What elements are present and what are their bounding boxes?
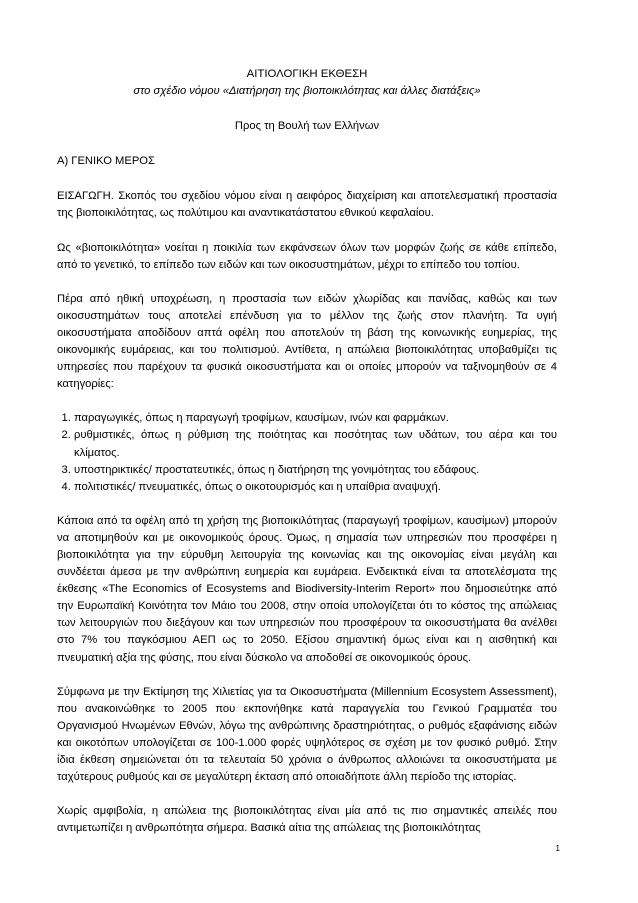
list-item: 1. παραγωγικές, όπως η παραγωγή τροφίμων, καυσίμων, ινών και φαρμάκων. [74, 410, 557, 427]
list-item: 3. υποστηρικτικές/ προστατευτικές, όπως η διατήρηση της γονιμότητας του εδάφους. [74, 462, 557, 479]
paragraph-definition: Ως «βιοποικιλότητα» νοείται η ποικιλία των εκφάνσεων όλων των μορφών ζωής σε κάθε επίπεδο, από το γενετικό, το επίπεδο των ειδών και των οικοσυστημάτων, μέχρι το επίπεδο του τοπίου. [57, 241, 557, 271]
section-heading: Α) ΓΕΝΙΚΟ ΜΕΡΟΣ [57, 155, 155, 168]
list-item: 4. πολιτιστικές/ πνευματικές, όπως ο οικοτουρισμός και η υπαίθρια αναψυχή. [74, 479, 557, 496]
addressee-line: Προς τη Βουλή των Ελλήνων [234, 120, 380, 133]
paragraph-ecosystem-services: Πέρα από ηθική υποχρέωση, η προστασία των ειδών χλωρίδας και πανίδας, καθώς και των οικοσυστημάτων τους αποτελεί επένδυση για το μέλλον της ζωής στον πλανήτη. Τα υγιή οικοσυστήματα αποδίδουν απτά οφέλη που αποτελούν τη βάση της κοινωνικής ευημερίας, της οικονομικής ευμάρειας, και του πολιτισμού. Αντίθετα, η απώλεια βιοποικιλότητας υποβαθμίζει τις υπηρεσίες που παρέχουν τα φυσικά οικοσυστήματα και οι οποίες μπορούν να ταξινομηθούν σε 4 κατηγορίες: [57, 292, 557, 391]
page-number: 1 [555, 844, 560, 853]
page-content [57, 66, 557, 854]
paragraph-economic-value: Κάποια από τα οφέλη από τη χρήση της βιοποικιλότητας (παραγωγή τροφίμων, καυσίμων) μπορούν να αποτιμηθούν και με οικονομικούς όρους. Όμως, η σημασία των υπηρεσιών που προσφέρει η βιοποικιλότητα για την εύρυθμη λειτουργία της κοινωνίας και της οικονομίας είναι μεγάλη και συνδέεται άμεσα με την ανθρώπινη ευημερία και ευμάρεια. Ενδεικτικά είναι τα αποτελέσματα της έκθεσης «The Economics of Ecosystems and Biodiversity-Interim Report» που δημοσιεύτηκε από την Ευρωπαϊκή Κοινότητα τον Μάιο του 2008, στην οποία υπολογίζεται ότι το κόστος της απώλειας των λειτουργιών που διεξάγουν και των υπηρεσιών που προσφέρουν τα οικοσυστήματα θα ανέλθει στο 7% του παγκόσμιου ΑΕΠ ως το 2050. Εξίσου σημαντική όμως είναι και η αισθητική και πνευματική αξία της φύσης, που είναι δύσκολο να αποδοθεί σε οικονομικούς όρους. [57, 514, 557, 664]
list-item: 2. ρυθμιστικές, όπως η ρύθμιση της ποιότητας και ποσότητας των υδάτων, του αέρα και του κλίματος. [74, 427, 557, 461]
document-title: ΑΙΤΙΟΛΟΓΙΚΗ ΕΚΘΕΣΗ [246, 68, 368, 80]
document-subtitle: στο σχέδιο νόμου «Διατήρηση της βιοποικιλότητας και άλλες διατάξεις» [133, 85, 481, 98]
paragraph-biodiversity-threats: Χωρίς αμφιβολία, η απώλεια της βιοποικιλότητας είναι μία από τις πιο σημαντικές απειλές που αντιμετωπίζει η ανθρωπότητα σήμερα. Βασικά αίτια της απώλειας της βιοποικιλότητας [57, 805, 557, 835]
service-categories-list [57, 410, 557, 495]
paragraph-millennium-assessment: Σύμφωνα με την Εκτίμηση της Χιλιετίας για τα Οικοσυστήματα (Millennium Ecosystem Assessment), που ανακοινώθηκε το 2005 που εκπονήθηκε κατά παραγγελία του Γενικού Γραμματέα του Οργανισμού Ηνωμένων Εθνών, λόγω της ανθρώπινης δραστηριότητας, ο ρυθμός εξαφάνισης ειδών και οικοτόπων υπολογίζεται σε 100-1.000 φορές υψηλότερος σε σχέση με τον φυσικό ρυθμό. Στην ίδια έκθεση σημειώνεται ότι τα τελευταία 50 χρόνια ο άνθρωπος αλλοιώνει τα οικοσυστήματα με ταχύτερους ρυθμούς και σε μεγαλύτερη έκταση από οποιαδήποτε άλλη περίοδο της ιστορίας. [57, 685, 557, 784]
paragraph-introduction: ΕΙΣΑΓΩΓΗ. Σκοπός του σχεδίου νόμου είναι η αειφόρος διαχείριση και αποτελεσματική προστασία της βιοποικιλότητας, ως πολύτιμου και αναντικατάστατου εθνικού κεφαλαίου. [57, 190, 557, 220]
